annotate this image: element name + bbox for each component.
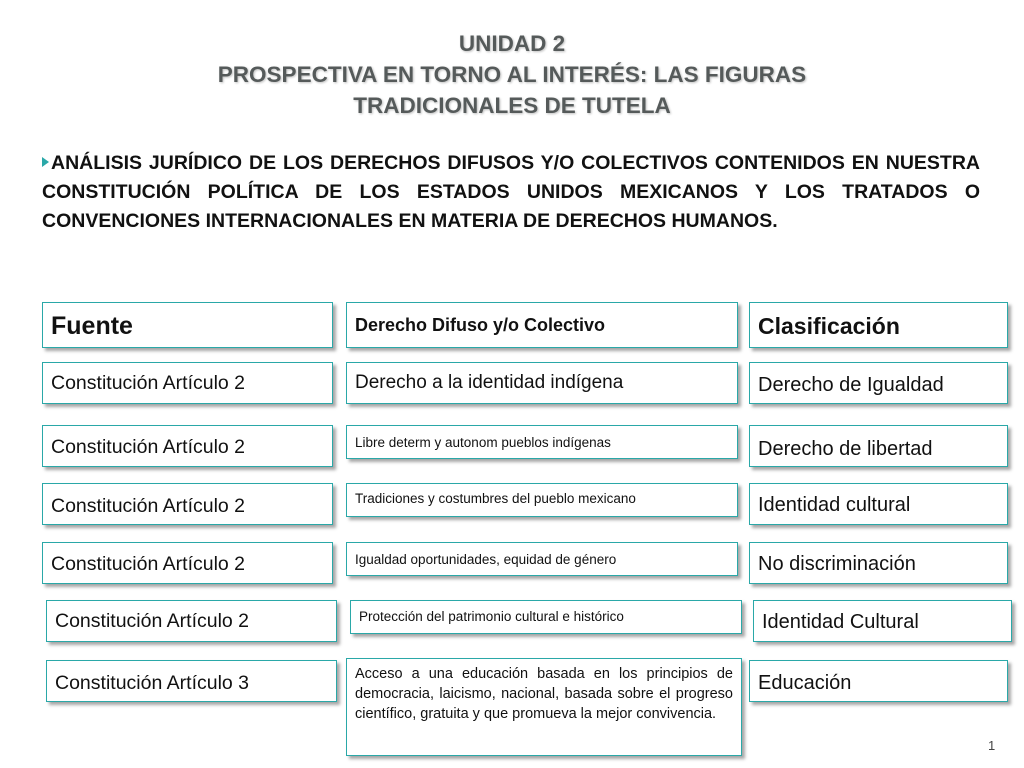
table-row-6-derecho: Acceso a una educación basada en los principios de democracia, laicismo, nacional, basada sobre el progreso científico, gratuita y que promueva la mejor convivencia. bbox=[346, 658, 742, 756]
slide-title bbox=[0, 28, 1024, 121]
intro-text: ANÁLISIS JURÍDICO DE LOS DERECHOS DIFUSOS Y/O COLECTIVOS CONTENIDOS EN NUESTRA CONSTITUCIÓN POLÍTICA DE LOS ESTADOS UNIDOS MEXICANOS Y LOS TRATADOS O CONVENCIONES INTERNACIONALES EN MATERIA DE DERECHOS HUMANOS. bbox=[42, 152, 980, 232]
table-row-6-fuente: Constitución Artículo 3 bbox=[46, 660, 337, 702]
table-row-4-fuente: Constitución Artículo 2 bbox=[42, 542, 333, 584]
table-row-3-derecho: Tradiciones y costumbres del pueblo mexicano bbox=[346, 483, 738, 517]
table-row-2-fuente: Constitución Artículo 2 bbox=[42, 425, 333, 467]
page-number: 1 bbox=[988, 738, 996, 753]
title-line-1: UNIDAD 2 bbox=[458, 31, 566, 56]
table-row-3-fuente: Constitución Artículo 2 bbox=[42, 483, 333, 525]
table-row-4-clasificacion: No discriminación bbox=[749, 542, 1008, 584]
title-line-3: TRADICIONALES DE TUTELA bbox=[353, 93, 671, 118]
title-line-2: PROSPECTIVA EN TORNO AL INTERÉS: LAS FIGURAS bbox=[217, 62, 807, 87]
table-row-2-clasificacion: Derecho de libertad bbox=[749, 425, 1008, 467]
table-row-6-clasificacion: Educación bbox=[749, 660, 1008, 702]
header-clasificacion: Clasificación bbox=[749, 302, 1008, 348]
table-row-5-clasificacion: Identidad Cultural bbox=[753, 600, 1012, 642]
table-row-1-derecho: Derecho a la identidad indígena bbox=[346, 362, 738, 404]
table-row-5-fuente: Constitución Artículo 2 bbox=[46, 600, 337, 642]
intro-paragraph bbox=[42, 149, 980, 236]
table-row-4-derecho: Igualdad oportunidades, equidad de género bbox=[346, 542, 738, 576]
bullet-arrow-icon bbox=[42, 157, 49, 167]
table-row-5-derecho: Protección del patrimonio cultural e histórico bbox=[350, 600, 742, 634]
table-row-1-fuente: Constitución Artículo 2 bbox=[42, 362, 333, 404]
table-row-2-derecho: Libre determ y autonom pueblos indígenas bbox=[346, 425, 738, 459]
header-derecho: Derecho Difuso y/o Colectivo bbox=[346, 302, 738, 348]
table-row-3-clasificacion: Identidad cultural bbox=[749, 483, 1008, 525]
header-fuente: Fuente bbox=[42, 302, 333, 348]
table-row-1-clasificacion: Derecho de Igualdad bbox=[749, 362, 1008, 404]
